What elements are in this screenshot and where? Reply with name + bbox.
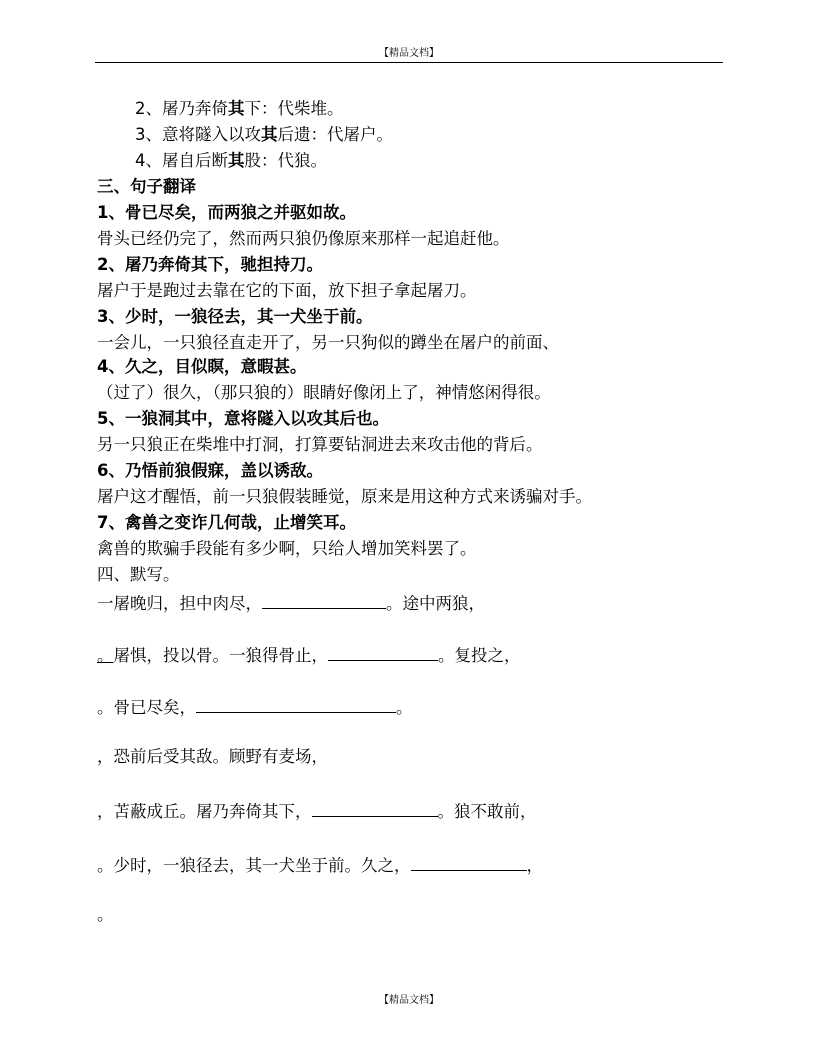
sentence-5: 5、一狼洞其中，意将隧入以攻其后也。 xyxy=(97,409,389,428)
text-segment: ，苫蔽成丘。屠乃奔倚其下， xyxy=(97,802,312,821)
dictation-line-6 xyxy=(97,852,543,877)
text-segment: 2、屠乃奔倚 xyxy=(135,99,228,118)
translation-2: 屠户于是跑过去靠在它的下面，放下担子拿起屠刀。 xyxy=(97,281,477,300)
fill-blank[interactable] xyxy=(196,694,396,713)
sentence-2: 2、屠乃奔倚其下，驰担持刀。 xyxy=(97,255,323,274)
keyword: 其 xyxy=(228,151,245,170)
text-segment: 后遗：代屠户。 xyxy=(277,125,393,144)
dictation-line-2 xyxy=(97,642,521,667)
fill-blank[interactable] xyxy=(312,798,438,817)
text-segment: 。复投之， xyxy=(438,646,521,665)
sentence-7: 7、禽兽之变诈几何哉，止增笑耳。 xyxy=(97,513,356,532)
translation-1: 骨头已经仍完了，然而两只狼仍像原来那样一起追赶他。 xyxy=(97,229,510,248)
text-segment: 。骨已尽矣， xyxy=(97,698,196,717)
sentence-3: 3、少时，一狼径去，其一犬坐于前。 xyxy=(97,307,373,326)
dictation-line-7 xyxy=(97,904,114,926)
translation-4: （过了）很久，（那只狼的）眼睛好像闭上了，神情悠闲得很。 xyxy=(97,383,551,402)
keyword: 其 xyxy=(228,99,245,118)
sentence-4: 4、久之，目似瞑，意暇甚。 xyxy=(97,357,307,376)
text-segment: 。 xyxy=(97,646,114,665)
dictation-line-5 xyxy=(97,798,537,823)
keyword: 其 xyxy=(261,125,278,144)
page-footer: 【精品文档】 xyxy=(379,995,439,1006)
translation-5: 另一只狼正在柴堆中打洞，打算要钻洞进去来攻击他的背后。 xyxy=(97,435,543,454)
pronoun-line-3 xyxy=(135,124,393,146)
section-heading-translation: 三、句子翻译 xyxy=(97,177,196,196)
section-heading-dictation: 四、默写。 xyxy=(97,565,180,584)
dictation-line-4 xyxy=(97,746,328,768)
pronoun-line-4 xyxy=(135,150,327,172)
pronoun-line-2 xyxy=(135,98,344,120)
fill-blank[interactable] xyxy=(411,852,527,871)
sentence-6: 6、乃悟前狼假寐，盖以诱敌。 xyxy=(97,461,323,480)
text-segment: 。少时，一狼径去，其一犬坐于前。久之， xyxy=(97,856,411,875)
sentence-1: 1、骨已尽矣，而两狼之并驱如故。 xyxy=(97,203,356,222)
translation-3: 一会儿，一只狼径直走开了，另一只狗似的蹲坐在屠户的前面、 xyxy=(97,333,559,352)
dictation-line-3 xyxy=(97,694,413,719)
text-segment: 下：代柴堆。 xyxy=(244,99,344,118)
translation-6: 屠户这才醒悟，前一只狼假装睡觉，原来是用这种方式来诱骗对手。 xyxy=(97,487,592,506)
text-segment: 。 xyxy=(97,905,114,924)
header-rule xyxy=(95,62,723,63)
translation-7: 禽兽的欺骗手段能有多少啊，只给人增加笑料罢了。 xyxy=(97,539,477,558)
text-segment: ， xyxy=(526,856,543,875)
fill-blank[interactable] xyxy=(328,642,438,661)
text-segment: 3、意将隧入以攻 xyxy=(135,125,261,144)
text-segment: 。狼不敢前， xyxy=(437,802,537,821)
text-segment: 。 xyxy=(396,698,413,717)
text-segment: 4、屠自后断 xyxy=(135,151,228,170)
text-segment: 股：代狼。 xyxy=(244,151,327,170)
page-header: 【精品文档】 xyxy=(379,48,439,59)
dictation-line-1 xyxy=(97,590,485,615)
text-segment: 一屠晚归，担中肉尽， xyxy=(97,594,262,613)
fill-blank[interactable] xyxy=(262,590,386,609)
text-segment: 屠惧，投以骨。一狼得骨止， xyxy=(113,646,328,665)
text-segment: ，恐前后受其敌。顾野有麦场， xyxy=(97,747,328,766)
text-segment: 。途中两狼， xyxy=(386,594,485,613)
